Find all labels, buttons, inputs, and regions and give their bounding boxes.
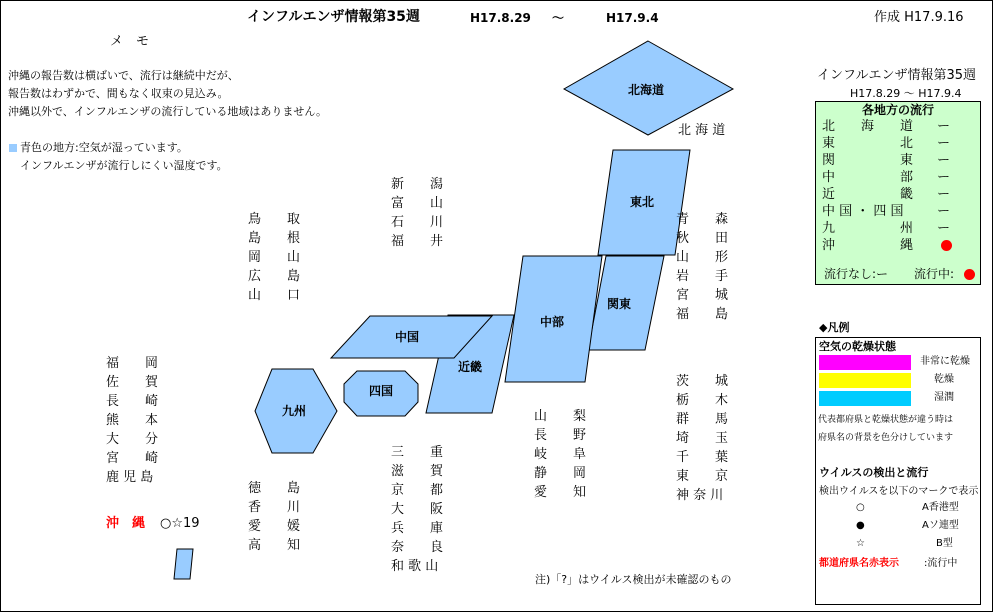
okinawa-name: 沖 縄 <box>106 516 146 531</box>
pref-name: 愛 媛 <box>248 519 301 534</box>
pref-name: 福 岡 <box>106 356 159 371</box>
blue-note-line-2: インフルエンザが流行しにくい湿度です。 <box>20 159 228 172</box>
pref-name: 東 京 <box>676 469 729 484</box>
pref-name: 神 奈 川 <box>676 488 724 503</box>
status-table-heading: 各地方の流行 <box>861 103 934 117</box>
mark-hong-kong-icon: ○ <box>856 502 865 513</box>
pref-name: 岐 阜 <box>534 447 587 462</box>
pref-name: 富 山 <box>391 196 444 211</box>
pref-name: 高 知 <box>248 538 301 553</box>
pref-name: 大 阪 <box>391 502 444 517</box>
pref-name: 佐 賀 <box>106 375 159 390</box>
pref-name: 石 川 <box>391 215 444 230</box>
okinawa-virus-marks: ○☆19 <box>160 516 200 531</box>
pref-name: 京 都 <box>391 483 444 498</box>
status-value: ー <box>936 136 950 151</box>
pref-name: 鳥 取 <box>248 212 301 227</box>
swatch-humid <box>819 391 911 406</box>
status-value: ー <box>936 119 950 134</box>
pref-name: 新 潟 <box>391 177 444 192</box>
region-label-chugoku: 中国 <box>395 330 420 344</box>
region-label-kanto: 関東 <box>607 297 632 311</box>
pref-name: 山 口 <box>248 288 301 303</box>
pref-name: 千 葉 <box>676 450 729 465</box>
pref-name: 兵 庫 <box>391 521 444 536</box>
pref-name: 長 崎 <box>106 394 159 409</box>
pref-name: 滋 賀 <box>391 464 444 479</box>
footnote: 注)「?」はウイルス検出が未確認のもの <box>535 573 732 586</box>
legend-note-1: 代表都府県と乾燥状態が違う時は <box>818 415 954 425</box>
region-label-tohoku: 東北 <box>630 195 655 209</box>
status-row-chugoku-shikoku <box>816 203 980 220</box>
pref-name: 徳 島 <box>248 481 301 496</box>
status-row-okinawa <box>816 237 980 254</box>
pref-name: 静 岡 <box>534 466 587 481</box>
pref-name: 島 根 <box>248 231 301 246</box>
status-region-name: 中 国 ・ 四 国 <box>822 204 904 219</box>
mark-soviet-icon: ● <box>856 520 865 531</box>
pref-list-kinki <box>391 443 443 576</box>
status-value: ー <box>936 187 950 202</box>
pref-name: 宮 崎 <box>106 451 159 466</box>
pref-list-kanto <box>676 372 728 505</box>
status-row-chubu <box>816 169 980 186</box>
legend-box <box>815 337 981 605</box>
label-hong-kong: A香港型 <box>922 502 959 513</box>
epidemic-red-label: 都道府県名赤表示 <box>819 558 899 569</box>
label-soviet: Aソ連型 <box>922 520 959 531</box>
label-type-b: B型 <box>936 538 953 549</box>
status-row-kyushu <box>816 220 980 237</box>
swatch-very-dry <box>819 355 911 370</box>
memo-line-1: 沖縄の報告数は横ばいで、流行は継続中だが、 <box>8 69 239 82</box>
status-value: ー <box>936 153 950 168</box>
pref-name: 長 野 <box>534 428 587 443</box>
memo-line-3: 沖縄以外で、インフルエンザの流行している地域はありません。 <box>8 105 327 118</box>
status-region-name: 東 北 <box>822 136 914 151</box>
status-region-name: 沖 縄 <box>822 238 914 253</box>
pref-name: 青 森 <box>676 212 729 227</box>
side-period: H17.8.29 ～ H17.9.4 <box>850 87 962 100</box>
status-value: ー <box>936 221 950 236</box>
status-row-kinki <box>816 186 980 203</box>
pref-name: 岩 手 <box>676 269 729 284</box>
pref-name: 山 梨 <box>534 409 587 424</box>
pref-name: 福 井 <box>391 234 444 249</box>
label-dry: 乾燥 <box>934 374 954 385</box>
period-end: H17.9.4 <box>606 11 659 25</box>
legend-note-2: 府県名の背景を色分けしています <box>818 433 954 443</box>
status-region-name: 中 部 <box>822 170 914 185</box>
status-row-hokkaido <box>816 118 980 135</box>
side-title: インフルエンザ情報第35週 <box>817 68 977 83</box>
pref-name: 愛 知 <box>534 485 587 500</box>
period-tilde: ～ <box>552 11 565 25</box>
label-humid: 湿潤 <box>934 392 954 403</box>
pref-name: 山 形 <box>676 250 729 265</box>
page-title: インフルエンザ情報第35週 <box>247 9 420 25</box>
pref-name: 香 川 <box>248 500 301 515</box>
region-label-kinki: 近畿 <box>458 360 483 374</box>
legend-heading: ◆凡例 <box>819 321 850 334</box>
epidemic-dot-icon <box>941 240 952 251</box>
region-status-table <box>815 101 981 285</box>
pref-list-shikoku <box>248 479 300 555</box>
status-region-name: 近 畿 <box>822 187 914 202</box>
status-region-name: 関 東 <box>822 153 914 168</box>
pref-list-kyushu <box>106 354 158 487</box>
swatch-dry <box>819 373 911 388</box>
pref-list-chubu <box>534 407 586 502</box>
status-value: ー <box>936 170 950 185</box>
pref-name: 三 重 <box>391 445 444 460</box>
no-epidemic-legend: 流行なし:ー <box>824 267 889 281</box>
epidemic-legend: 流行中: <box>914 267 955 281</box>
pref-name: 宮 城 <box>676 288 729 303</box>
region-label-shikoku: 四国 <box>369 384 394 398</box>
virus-heading: ウイルスの検出と流行 <box>819 466 929 479</box>
pref-name: 奈 良 <box>391 540 444 555</box>
region-label-hokkaido: 北海道 <box>628 83 665 97</box>
status-row-tohoku <box>816 135 980 152</box>
epidemic-dot-icon <box>964 269 975 280</box>
pref-name: 大 分 <box>106 432 159 447</box>
pref-name: 岡 山 <box>248 250 301 265</box>
virus-description: 検出ウイルスを以下のマークで表示 <box>819 486 979 497</box>
pref-list-tohoku <box>676 210 728 324</box>
blue-note-line-1: 青色の地方:空気が湿っています。 <box>20 141 188 154</box>
status-region-name: 北 海 道 <box>822 119 914 134</box>
pref-name: 群 馬 <box>676 412 729 427</box>
pref-name: 鹿 児 島 <box>106 470 154 485</box>
label-very-dry: 非常に乾燥 <box>920 356 970 367</box>
pref-name: 北 海 道 <box>678 123 726 138</box>
status-row-kanto <box>816 152 980 169</box>
pref-list-hokkaido <box>678 121 725 140</box>
air-dryness-heading: 空気の乾燥状態 <box>819 340 896 353</box>
pref-name: 福 島 <box>676 307 729 322</box>
okinawa-shape[interactable] <box>174 549 193 579</box>
status-region-name: 九 州 <box>822 221 914 236</box>
created-date: 作成 H17.9.16 <box>874 10 964 25</box>
status-value: ー <box>936 204 950 219</box>
pref-name: 熊 本 <box>106 413 159 428</box>
pref-name: 栃 木 <box>676 393 729 408</box>
pref-name: 広 島 <box>248 269 301 284</box>
region-label-kyushu: 九州 <box>282 404 307 418</box>
memo-line-2: 報告数はわずかで、間もなく収束の見込み。 <box>8 87 229 100</box>
pref-name: 埼 玉 <box>676 431 729 446</box>
pref-list-hokuriku <box>391 175 443 251</box>
pref-name: 茨 城 <box>676 374 729 389</box>
period-start: H17.8.29 <box>470 11 531 25</box>
pref-name: 秋 田 <box>676 231 729 246</box>
memo-heading: メ モ <box>110 34 150 49</box>
epidemic-red-suffix: :流行中 <box>924 558 958 569</box>
pref-name: 和 歌 山 <box>391 559 439 574</box>
mark-type-b-icon: ☆ <box>856 538 865 549</box>
pref-list-chugoku <box>248 210 300 305</box>
region-label-chubu: 中部 <box>540 315 565 329</box>
